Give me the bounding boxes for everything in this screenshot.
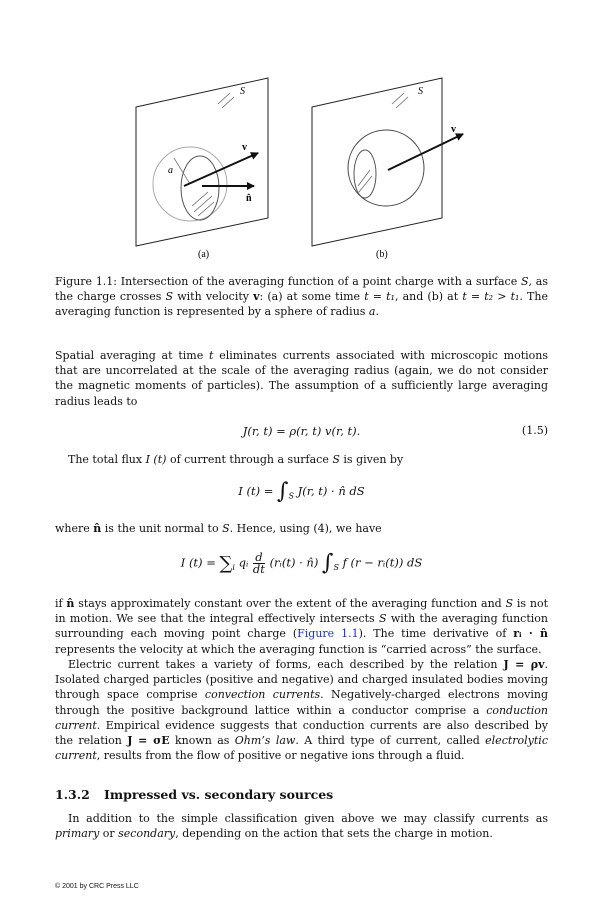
math-symbol: rᵢ · n̂ [513, 627, 548, 641]
math-symbol: n̂ [93, 522, 102, 535]
equation-expression: J(r, t) = ρ(r, t) v(r, t). [242, 424, 361, 438]
sum-subscript: i [232, 562, 235, 572]
math-symbol: I (t) [145, 453, 167, 466]
surface-label-b: S [418, 86, 423, 97]
body-text: , depending on the action that sets the charge in motion. [175, 827, 493, 841]
integral-subscript: S [333, 562, 339, 572]
body-text: . Negatively-charged electrons moving through the positive background lattice within a conductor comprise a [55, 688, 548, 717]
body-text: is not in motion. We see that the integral effectively intersects [55, 597, 548, 626]
panel-b [312, 78, 463, 260]
equation-flux [55, 479, 548, 504]
equation-lhs: I (t) = [180, 555, 216, 570]
body-text: . Isolated charged particles (positive and negative) and charged insulated bodies moving through space comprise [55, 658, 548, 702]
equation-current-sum [55, 552, 548, 575]
body-text: with the averaging function surrounding each moving point charge ( [55, 612, 548, 641]
paragraph-intersection [55, 596, 548, 657]
body-text: if [55, 597, 67, 610]
math-symbol: n̂ [66, 597, 75, 610]
figure-caption [55, 274, 548, 320]
body-text: is given by [339, 453, 404, 466]
equation-lhs: I (t) = [238, 484, 274, 498]
math-relation: J = ρv [503, 658, 545, 671]
paragraph-current-forms [55, 657, 548, 763]
equation-number: (1.5) [521, 424, 548, 437]
body-text: . Hence, using (4), we have [229, 522, 382, 535]
velocity-label-a: v [242, 142, 247, 153]
integral-subscript: S [288, 491, 294, 501]
body-text: is the unit normal to [101, 522, 223, 535]
equation-1-5 [55, 424, 548, 438]
math-relation: J = σE [127, 734, 170, 748]
section-heading [55, 787, 333, 802]
section-number: 1.3.2 [55, 787, 90, 802]
sum-sign: ∑ [219, 553, 233, 574]
integral-sign: ∫ [277, 479, 289, 504]
velocity-arrow-a [184, 153, 258, 186]
surface-plane-b [312, 78, 442, 246]
caption-math: t = t₁ [364, 290, 395, 304]
caption-text: . [375, 305, 379, 319]
body-text: or [99, 827, 119, 841]
body-text: Spatial averaging at time [55, 349, 210, 362]
math-symbol: t [209, 349, 214, 362]
panel-a-label: (a) [198, 249, 210, 260]
derivative-denominator: dt [252, 562, 265, 576]
normal-label-a: n̂ [246, 193, 252, 204]
body-text: The total flux [68, 453, 146, 466]
body-text: ). The time derivative of [358, 627, 514, 641]
body-text: In addition to the simple classification given above we may classify currents as [68, 812, 548, 825]
caption-symbol: S [165, 290, 174, 304]
emphasized-term: Ohm’s law [234, 734, 296, 748]
integral-sign: ∫ [321, 550, 334, 576]
caption-text: , as the charge crosses [55, 275, 549, 304]
copyright-notice: © 2001 by CRC Press LLC [55, 883, 139, 890]
body-text: known as [169, 734, 235, 748]
figure-1-1 [130, 74, 470, 264]
caption-text: . The averaging function is represented by a sphere of radius [55, 290, 548, 319]
body-text: Electric current takes a variety of forms, each described by the relation [68, 658, 504, 671]
math-symbol: S [378, 612, 387, 626]
body-text: stays approximately constant over the extent of the averaging function and [74, 597, 506, 610]
math-symbol: S [505, 597, 514, 610]
velocity-label-b: v [451, 124, 456, 135]
body-text: , results from the flow of positive or negative ions through a fluid. [96, 749, 465, 763]
equation-rhs: f (r − rᵢ(t)) dS [342, 555, 423, 570]
intersection-disk-b [354, 150, 376, 198]
intersection-disk-a [181, 156, 219, 220]
caption-text: Figure 1.1: Intersection of the averaging function of a point charge with a surface [55, 275, 521, 288]
section-title: Impressed vs. secondary sources [104, 787, 334, 802]
caption-symbol: S [520, 275, 529, 288]
body-text: represents the velocity at which the averaging function is “carried across” the surface. [55, 642, 542, 656]
derivative-numerator: d [253, 552, 265, 564]
time-derivative [253, 552, 265, 575]
emphasized-term: conduction current [55, 703, 548, 732]
emphasized-term: secondary [118, 827, 176, 841]
equation-rhs: J(r, t) · n̂ dS [297, 484, 365, 498]
body-text: . A third type of current, called [295, 734, 486, 748]
paragraph-total-flux [55, 452, 548, 467]
panel-a [136, 78, 268, 260]
caption-symbol: v [253, 290, 260, 304]
equation-term: (rᵢ(t) · n̂) [269, 555, 319, 570]
caption-text: : (a) at some time [259, 290, 365, 304]
math-symbol: S [332, 453, 340, 466]
body-text: of current through a surface [166, 453, 333, 466]
panel-b-label: (b) [376, 249, 388, 260]
charge-symbol: qᵢ [238, 555, 249, 570]
emphasized-term: convection currents [204, 688, 321, 702]
figure-1-1-drawing [130, 74, 470, 264]
body-text: eliminates currents associated with microscopic motions that are uncorrelated at the scale of the averaging radius (again, we do not consider the magnetic moments of particles). The assumption of a sufficiently large averaging radius leads to [55, 349, 548, 408]
radius-label-a: a [168, 165, 173, 176]
paragraph-unit-normal [55, 521, 548, 536]
velocity-arrow-b [388, 134, 463, 170]
caption-math: t = t₂ > t₁ [462, 290, 520, 304]
surface-plane-a [136, 78, 268, 246]
caption-text: , and (b) at [394, 290, 463, 304]
caption-symbol: a [368, 305, 376, 319]
paragraph-spatial-averaging [55, 348, 548, 409]
emphasized-term: primary [55, 827, 100, 841]
emphasized-term: electrolytic current [55, 734, 548, 763]
paragraph-classification [55, 811, 548, 841]
body-text: where [55, 522, 94, 535]
caption-text: with velocity [173, 290, 254, 304]
figure-1-1-link[interactable]: Figure 1.1 [297, 627, 359, 641]
surface-label-a: S [240, 86, 245, 97]
math-symbol: S [222, 522, 230, 535]
body-text: . Empirical evidence suggests that conduction currents are also described by the relation [55, 718, 548, 748]
